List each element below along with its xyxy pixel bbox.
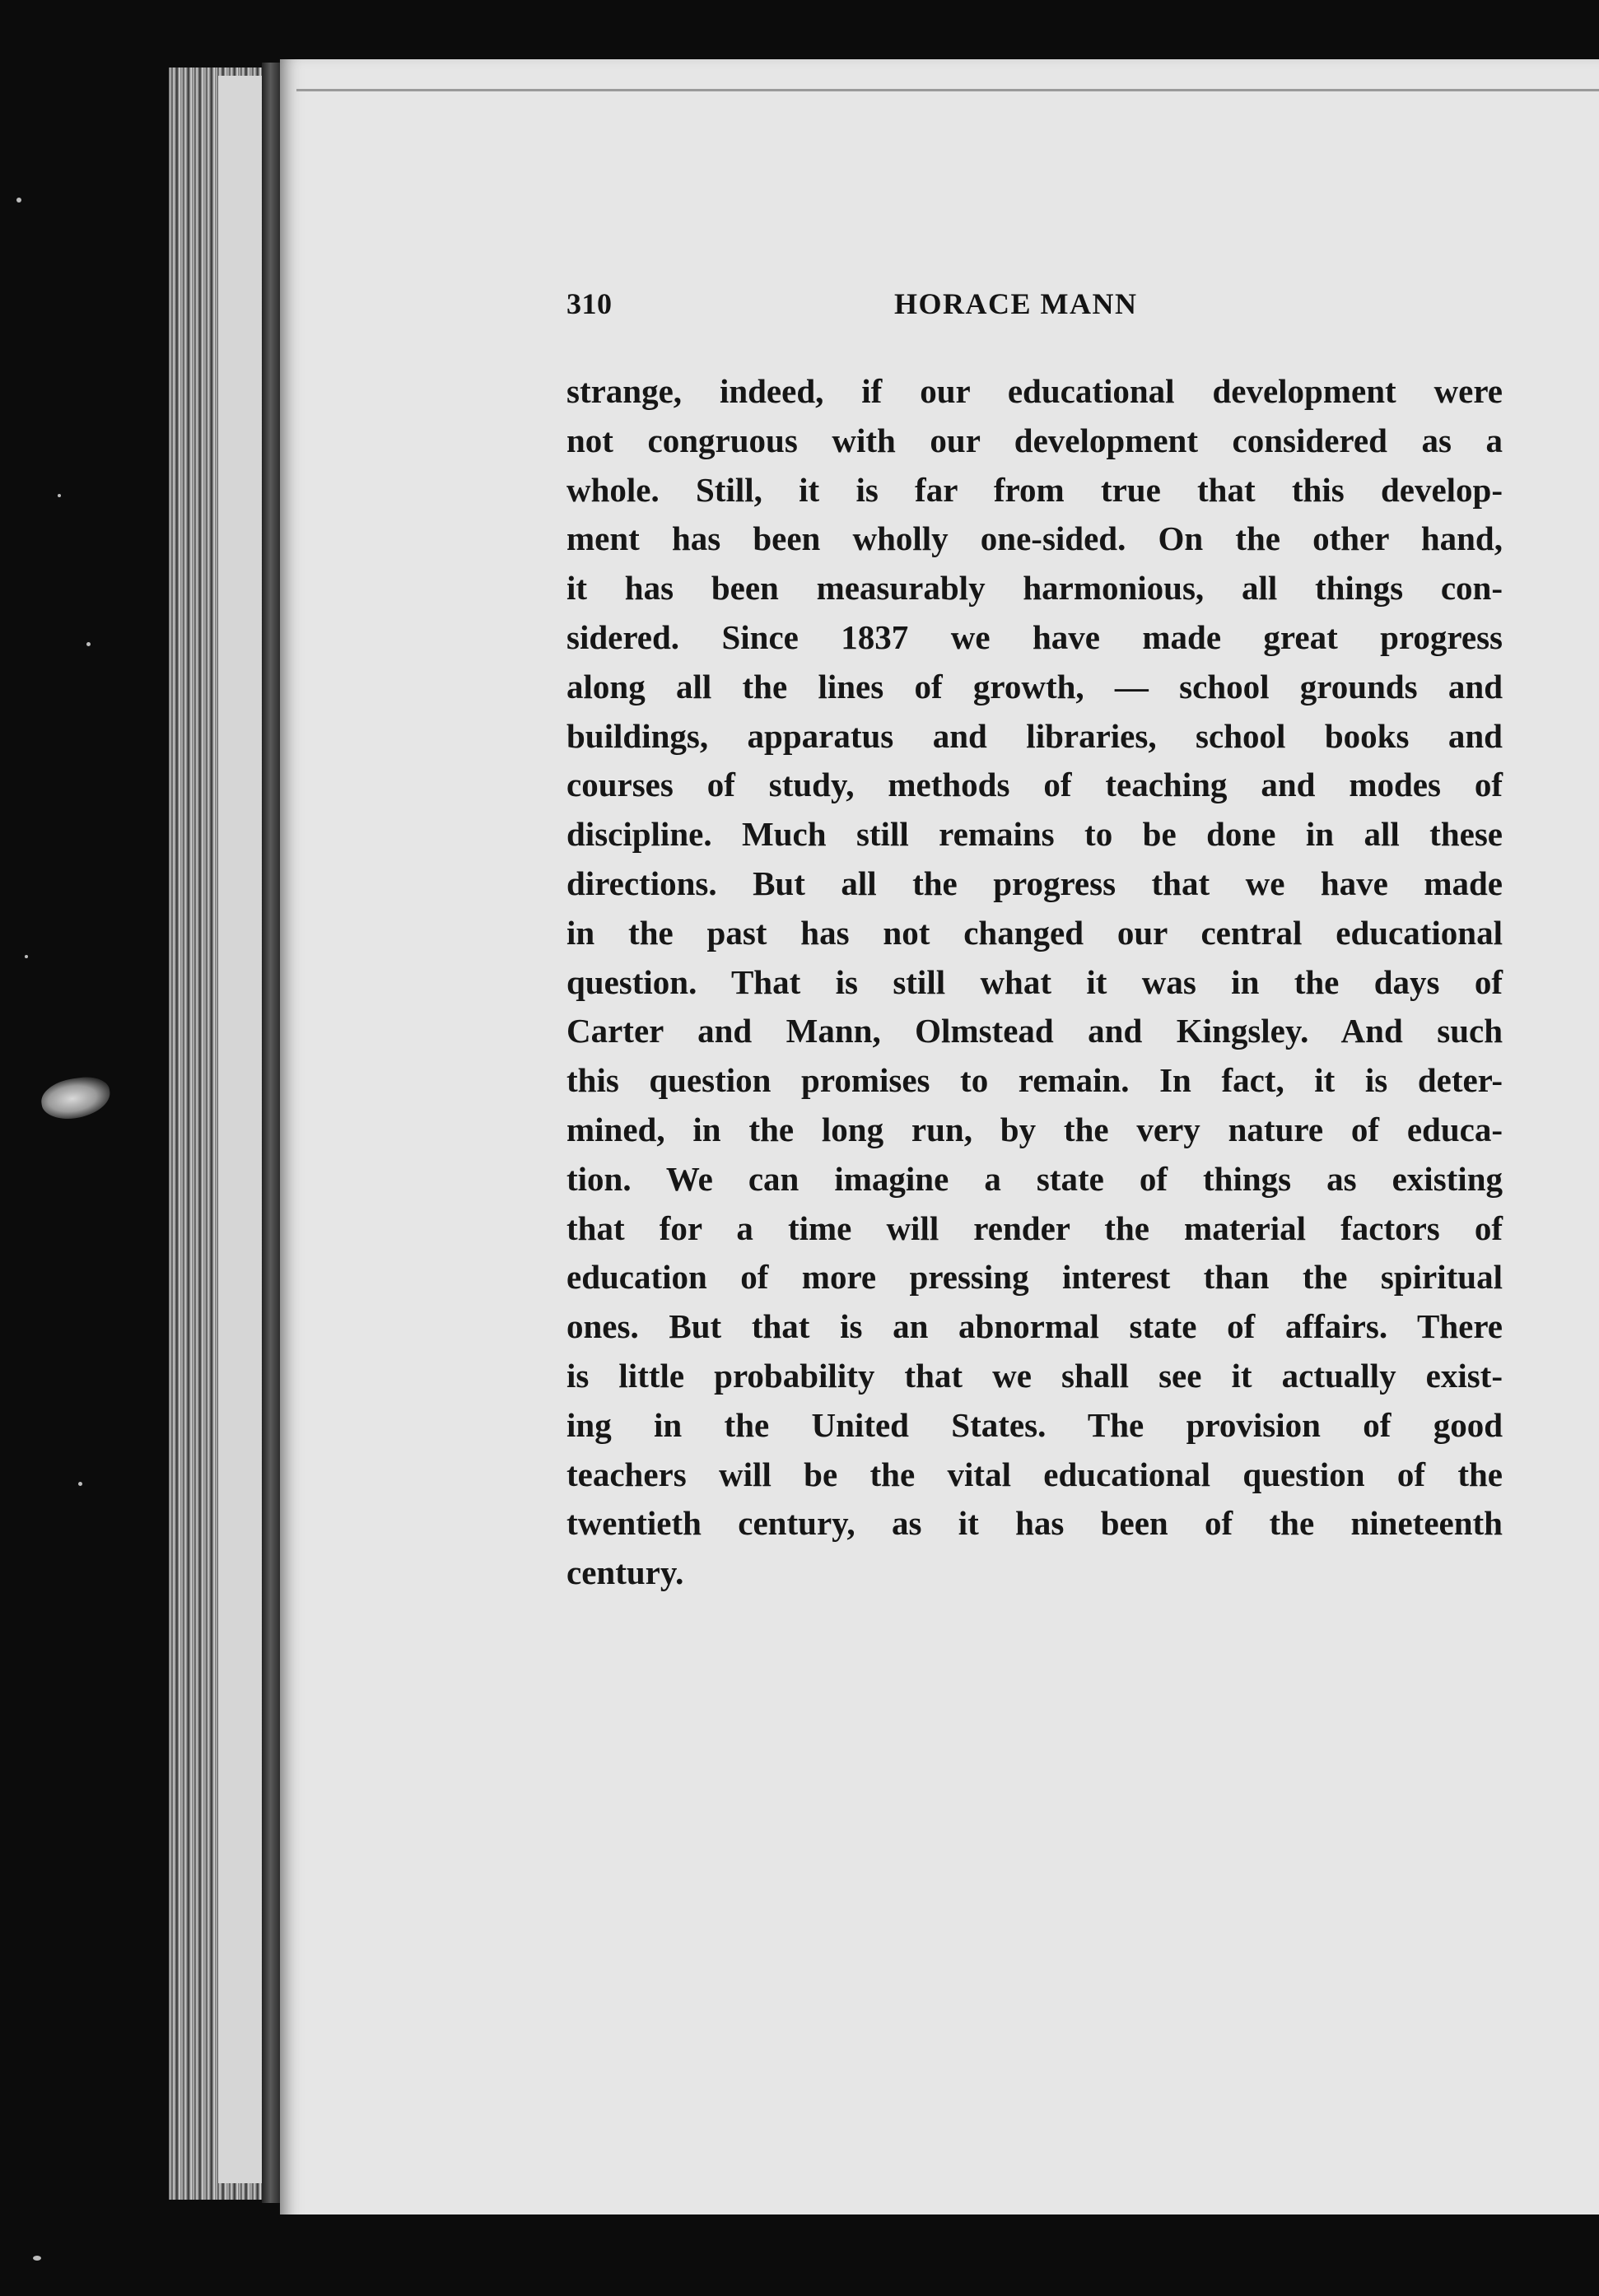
text-line: discipline. Much still remains to be done in all these	[566, 815, 1503, 854]
text-line: strange, indeed, if our educational development were	[566, 372, 1503, 410]
text-line: twentieth century, as it has been of the nineteenth	[566, 1504, 1503, 1543]
text-line: this question promises to remain. In fact, it is deter-	[566, 1061, 1503, 1100]
text-line: courses of study, methods of teaching and modes of	[566, 766, 1503, 804]
background-speck	[86, 642, 91, 646]
text-line: ment has been wholly one-sided. On the other hand,	[566, 519, 1503, 558]
text-line: not congruous with our development considered as a	[566, 421, 1503, 459]
text-line: along all the lines of growth, — school grounds and	[566, 667, 1503, 706]
text-line: whole. Still, it is far from true that this develop-	[566, 470, 1503, 509]
text-line: ing in the United States. The provision of good	[566, 1405, 1503, 1444]
running-head	[566, 286, 1489, 328]
body-paragraph	[566, 367, 1503, 1598]
page-stack-inner-edge	[218, 76, 268, 2183]
text-line: sidered. Since 1837 we have made great progress	[566, 617, 1503, 656]
page-bottom-dark-band	[280, 2214, 1599, 2296]
text-line: directions. But all the progress that we have made	[566, 864, 1503, 902]
paper-clip-shape	[39, 1073, 113, 1122]
text-line: education of more pressing interest than the spiritual	[566, 1258, 1503, 1297]
text-line: ones. But that is an abnormal state of affairs. There	[566, 1307, 1503, 1346]
background-speck	[78, 1482, 82, 1486]
text-line: it has been measurably harmonious, all things con-	[566, 569, 1503, 608]
text-line: is little probability that we shall see it actually exist-	[566, 1356, 1503, 1395]
text-line: century.	[566, 1553, 684, 1592]
text-line: in the past has not changed our central educational	[566, 913, 1503, 952]
text-line: Carter and Mann, Olmstead and Kingsley. And such	[566, 1012, 1503, 1050]
page-number: 310	[566, 287, 613, 320]
page-top-rule	[296, 89, 1599, 91]
background-speck	[25, 955, 28, 958]
text-line: teachers will be the vital educational question of the	[566, 1455, 1503, 1493]
text-line: tion. We can imagine a state of things as existing	[566, 1159, 1503, 1198]
text-line: that for a time will render the material factors of	[566, 1209, 1503, 1247]
book-title: HORACE MANN	[894, 287, 1138, 320]
background-speck	[58, 494, 61, 497]
text-line: buildings, apparatus and libraries, school books and	[566, 716, 1503, 755]
text-line: question. That is still what it was in the days of	[566, 962, 1503, 1001]
background-speck	[33, 2256, 41, 2261]
text-line: mined, in the long run, by the very nature of educa-	[566, 1110, 1503, 1148]
background-speck	[16, 198, 21, 203]
